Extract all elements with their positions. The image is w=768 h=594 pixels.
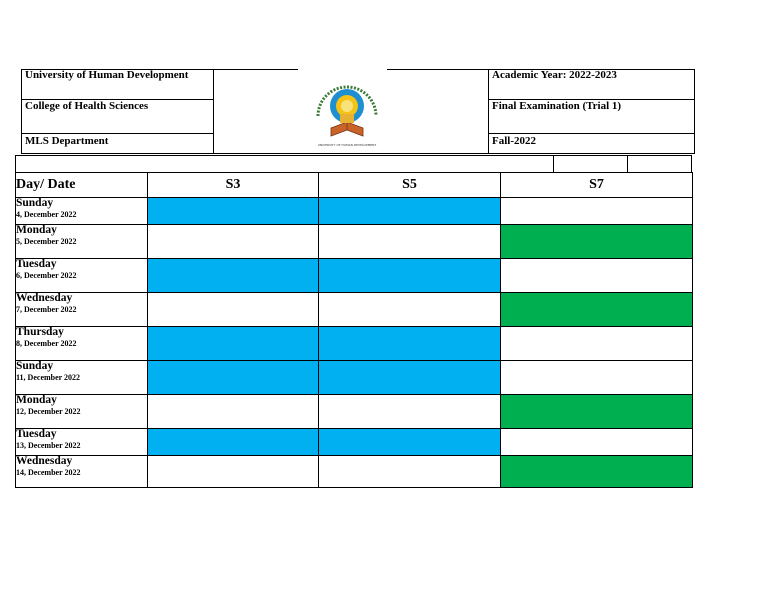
s3-exam-cell [148, 395, 319, 429]
spacer-row [15, 155, 692, 173]
s7-exam-cell [501, 327, 693, 361]
term-label: Fall-2022 [492, 135, 536, 147]
s5-exam-cell [319, 225, 501, 259]
table-row [16, 259, 693, 293]
s7-exam-cell [501, 198, 693, 225]
day-name: Tuesday [16, 258, 57, 270]
s5-exam-cell [319, 429, 501, 456]
day-date-cell [16, 225, 148, 259]
s3-exam-cell [148, 456, 319, 488]
exam-date: 7, December 2022 [16, 304, 77, 314]
s3-exam-cell [148, 327, 319, 361]
college-name: College of Health Sciences [25, 100, 149, 112]
day-name: Tuesday [16, 428, 57, 440]
table-row [16, 395, 693, 429]
spacer-divider-2 [627, 155, 628, 173]
s3-exam-cell [148, 259, 319, 293]
day-date-cell [16, 293, 148, 327]
day-date-cell [16, 429, 148, 456]
day-name: Thursday [16, 326, 64, 338]
s3-exam-cell [148, 361, 319, 395]
day-date-cell [16, 327, 148, 361]
exam-schedule-table [15, 172, 693, 488]
s5-exam-cell [319, 456, 501, 488]
day-name: Monday [16, 394, 57, 406]
column-header-s7: S7 [501, 173, 693, 198]
day-date-cell [16, 361, 148, 395]
s5-exam-cell [319, 259, 501, 293]
s7-exam-cell [501, 225, 693, 259]
day-name: Sunday [16, 360, 54, 372]
logo-caption: UNIVERSITY OF HUMAN DEVELOPMENT [317, 143, 377, 147]
exam-date: 8, December 2022 [16, 338, 77, 348]
s7-exam-cell [501, 361, 693, 395]
s5-exam-cell [319, 361, 501, 395]
day-date-cell [16, 198, 148, 225]
day-name: Sunday [16, 197, 54, 209]
column-header-day-date: Day/ Date [16, 173, 148, 198]
day-name: Monday [16, 224, 57, 236]
column-header-s5: S5 [319, 173, 501, 198]
department-name: MLS Department [25, 135, 109, 147]
column-header-s3: S3 [148, 173, 319, 198]
academic-year: Academic Year: 2022-2023 [492, 69, 617, 81]
day-date-cell [16, 259, 148, 293]
day-name: Wednesday [16, 455, 73, 467]
table-row [16, 327, 693, 361]
s5-exam-cell [319, 395, 501, 429]
exam-date: 13, December 2022 [16, 440, 81, 450]
table-row [16, 293, 693, 327]
table-row [16, 429, 693, 456]
s7-exam-cell [501, 429, 693, 456]
logo-emblem-icon [310, 72, 384, 152]
spacer-divider-1 [553, 155, 554, 173]
s5-exam-cell [319, 198, 501, 225]
exam-date: 5, December 2022 [16, 236, 77, 246]
exam-date: 12, December 2022 [16, 406, 81, 416]
s7-exam-cell [501, 395, 693, 429]
s3-exam-cell [148, 225, 319, 259]
exam-date: 4, December 2022 [16, 209, 77, 219]
s3-exam-cell [148, 198, 319, 225]
s7-exam-cell [501, 456, 693, 488]
s5-exam-cell [319, 293, 501, 327]
exam-date: 14, December 2022 [16, 467, 81, 477]
university-name: University of Human Development [25, 69, 189, 81]
table-row [16, 225, 693, 259]
s7-exam-cell [501, 293, 693, 327]
exam-date: 6, December 2022 [16, 270, 77, 280]
university-logo [310, 72, 384, 152]
exam-title: Final Examination (Trial 1) [492, 100, 622, 112]
day-date-cell [16, 456, 148, 488]
day-name: Wednesday [16, 292, 73, 304]
day-date-cell [16, 395, 148, 429]
s7-exam-cell [501, 259, 693, 293]
exam-date: 11, December 2022 [16, 372, 81, 382]
table-row [16, 361, 693, 395]
s3-exam-cell [148, 293, 319, 327]
table-row [16, 456, 693, 488]
table-row [16, 198, 693, 225]
s3-exam-cell [148, 429, 319, 456]
s5-exam-cell [319, 327, 501, 361]
table-header-row [16, 173, 693, 198]
